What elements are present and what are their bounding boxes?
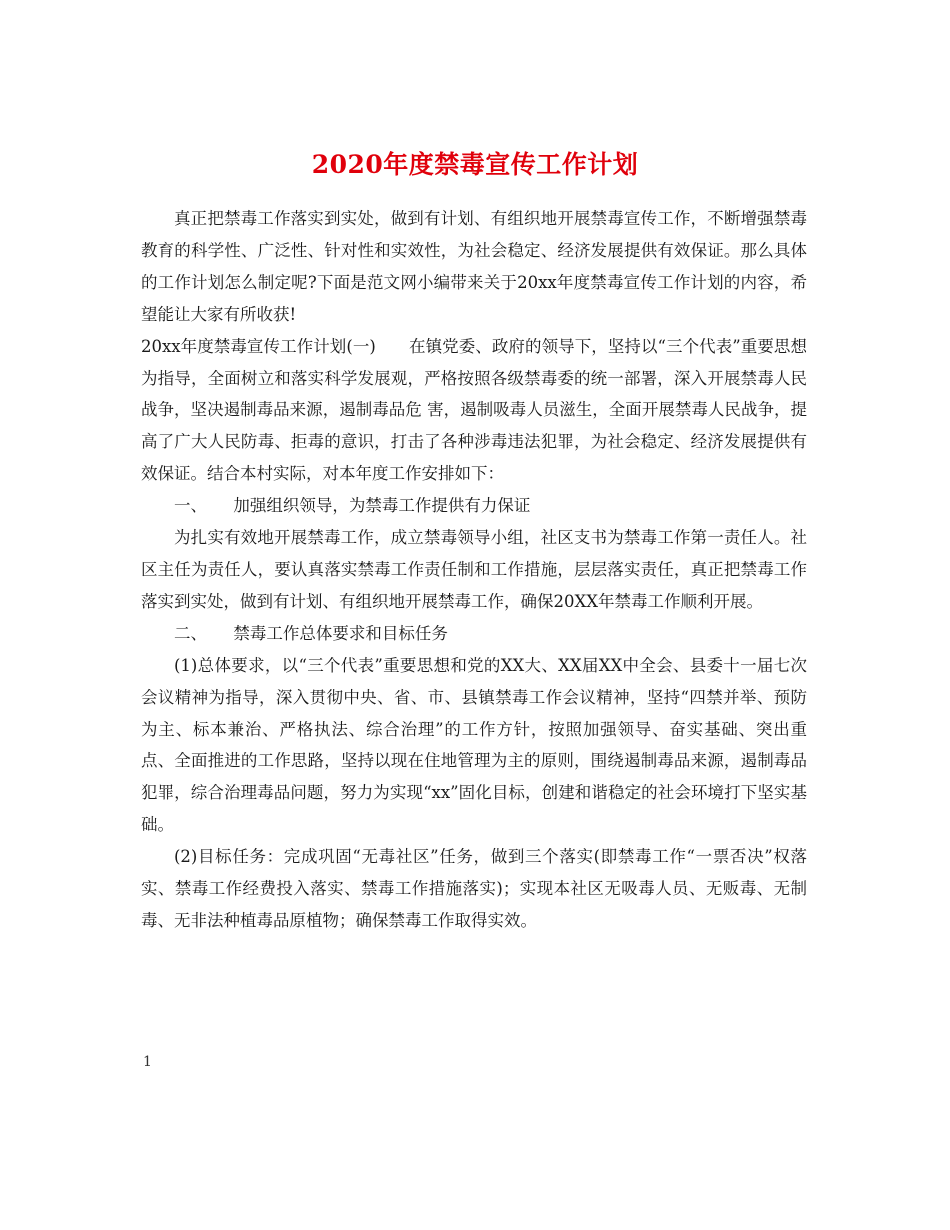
section-heading-two bbox=[141, 618, 807, 650]
document-body bbox=[141, 203, 807, 937]
page-number: 1 bbox=[143, 1054, 152, 1070]
target-tasks-paragraph: (2)目标任务：完成巩固“无毒社区”任务，做到三个落实(即禁毒工作“一票否决”权落实、禁毒工作经费投入落实、禁毒工作措施落实)；实现本社区无吸毒人员、无贩毒、无制毒、无非法种植毒品原植物；确保禁毒工作取得实效。 bbox=[141, 847, 807, 930]
section-heading-text: 禁毒工作总体要求和目标任务 bbox=[233, 623, 448, 643]
leadership-paragraph: 为扎实有效地开展禁毒工作，成立禁毒领导小组，社区支书为禁毒工作第一责任人。社区主任为责任人，要认真落实禁毒工作责任制和工作措施，层层落实责任，真正把禁毒工作落实到实处，做到有计划、有组织地开展禁毒工作，确保20XX年禁毒工作顺利开展。 bbox=[141, 528, 807, 611]
document-title: 2020年度禁毒宣传工作计划 bbox=[311, 149, 639, 179]
intro-paragraph: 真正把禁毒工作落实到实处，做到有计划、有组织地开展禁毒宣传工作，不断增强禁毒教育的科学性、广泛性、针对性和实效性，为社会稳定、经济发展提供有效保证。那么具体的工作计划怎么制定呢?下面是范文网小编带来关于20xx年度禁毒宣传工作计划的内容，希望能让大家有所收获! bbox=[141, 209, 807, 324]
section-heading-number: 一、 bbox=[174, 496, 207, 516]
plan-one-paragraph: 20xx年度禁毒宣传工作计划(一) 在镇党委、政府的领导下，坚持以“三个代表”重要思想为指导，全面树立和落实科学发展观，严格按照各级禁毒委的统一部署，深入开展禁毒人民战争，坚决遏制毒品来源，遏制毒品危 害，遏制吸毒人员滋生，全面开展禁毒人民战争，提高了广大人民防毒、拒毒的意识，打击了各种涉毒违法犯罪，为社会稳定、经济发展提供有效保证。结合本村实际，对本年度工作安排如下： bbox=[141, 336, 807, 484]
section-heading-text: 加强组织领导，为禁毒工作提供有力保证 bbox=[233, 496, 531, 516]
general-requirements-paragraph: (1)总体要求，以“三个代表”重要思想和党的XX大、XX届XX中全会、县委十一届七次会议精神为指导，深入贯彻中央、省、市、县镇禁毒工作会议精神，坚持“四禁并举、预防为主、标本兼治、严格执法、综合治理”的工作方针，按照加强领导、奋实基础、突出重点、全面推进的工作思路，坚持以现在住地管理为主的原则，围绕遏制毒品来源，遏制毒品犯罪，综合治理毒品问题，努力为实现“xx”固化目标，创建和谐稳定的社会环境打下坚实基础。 bbox=[141, 655, 807, 835]
section-heading-number: 二、 bbox=[174, 623, 207, 643]
section-heading-one bbox=[141, 490, 807, 522]
